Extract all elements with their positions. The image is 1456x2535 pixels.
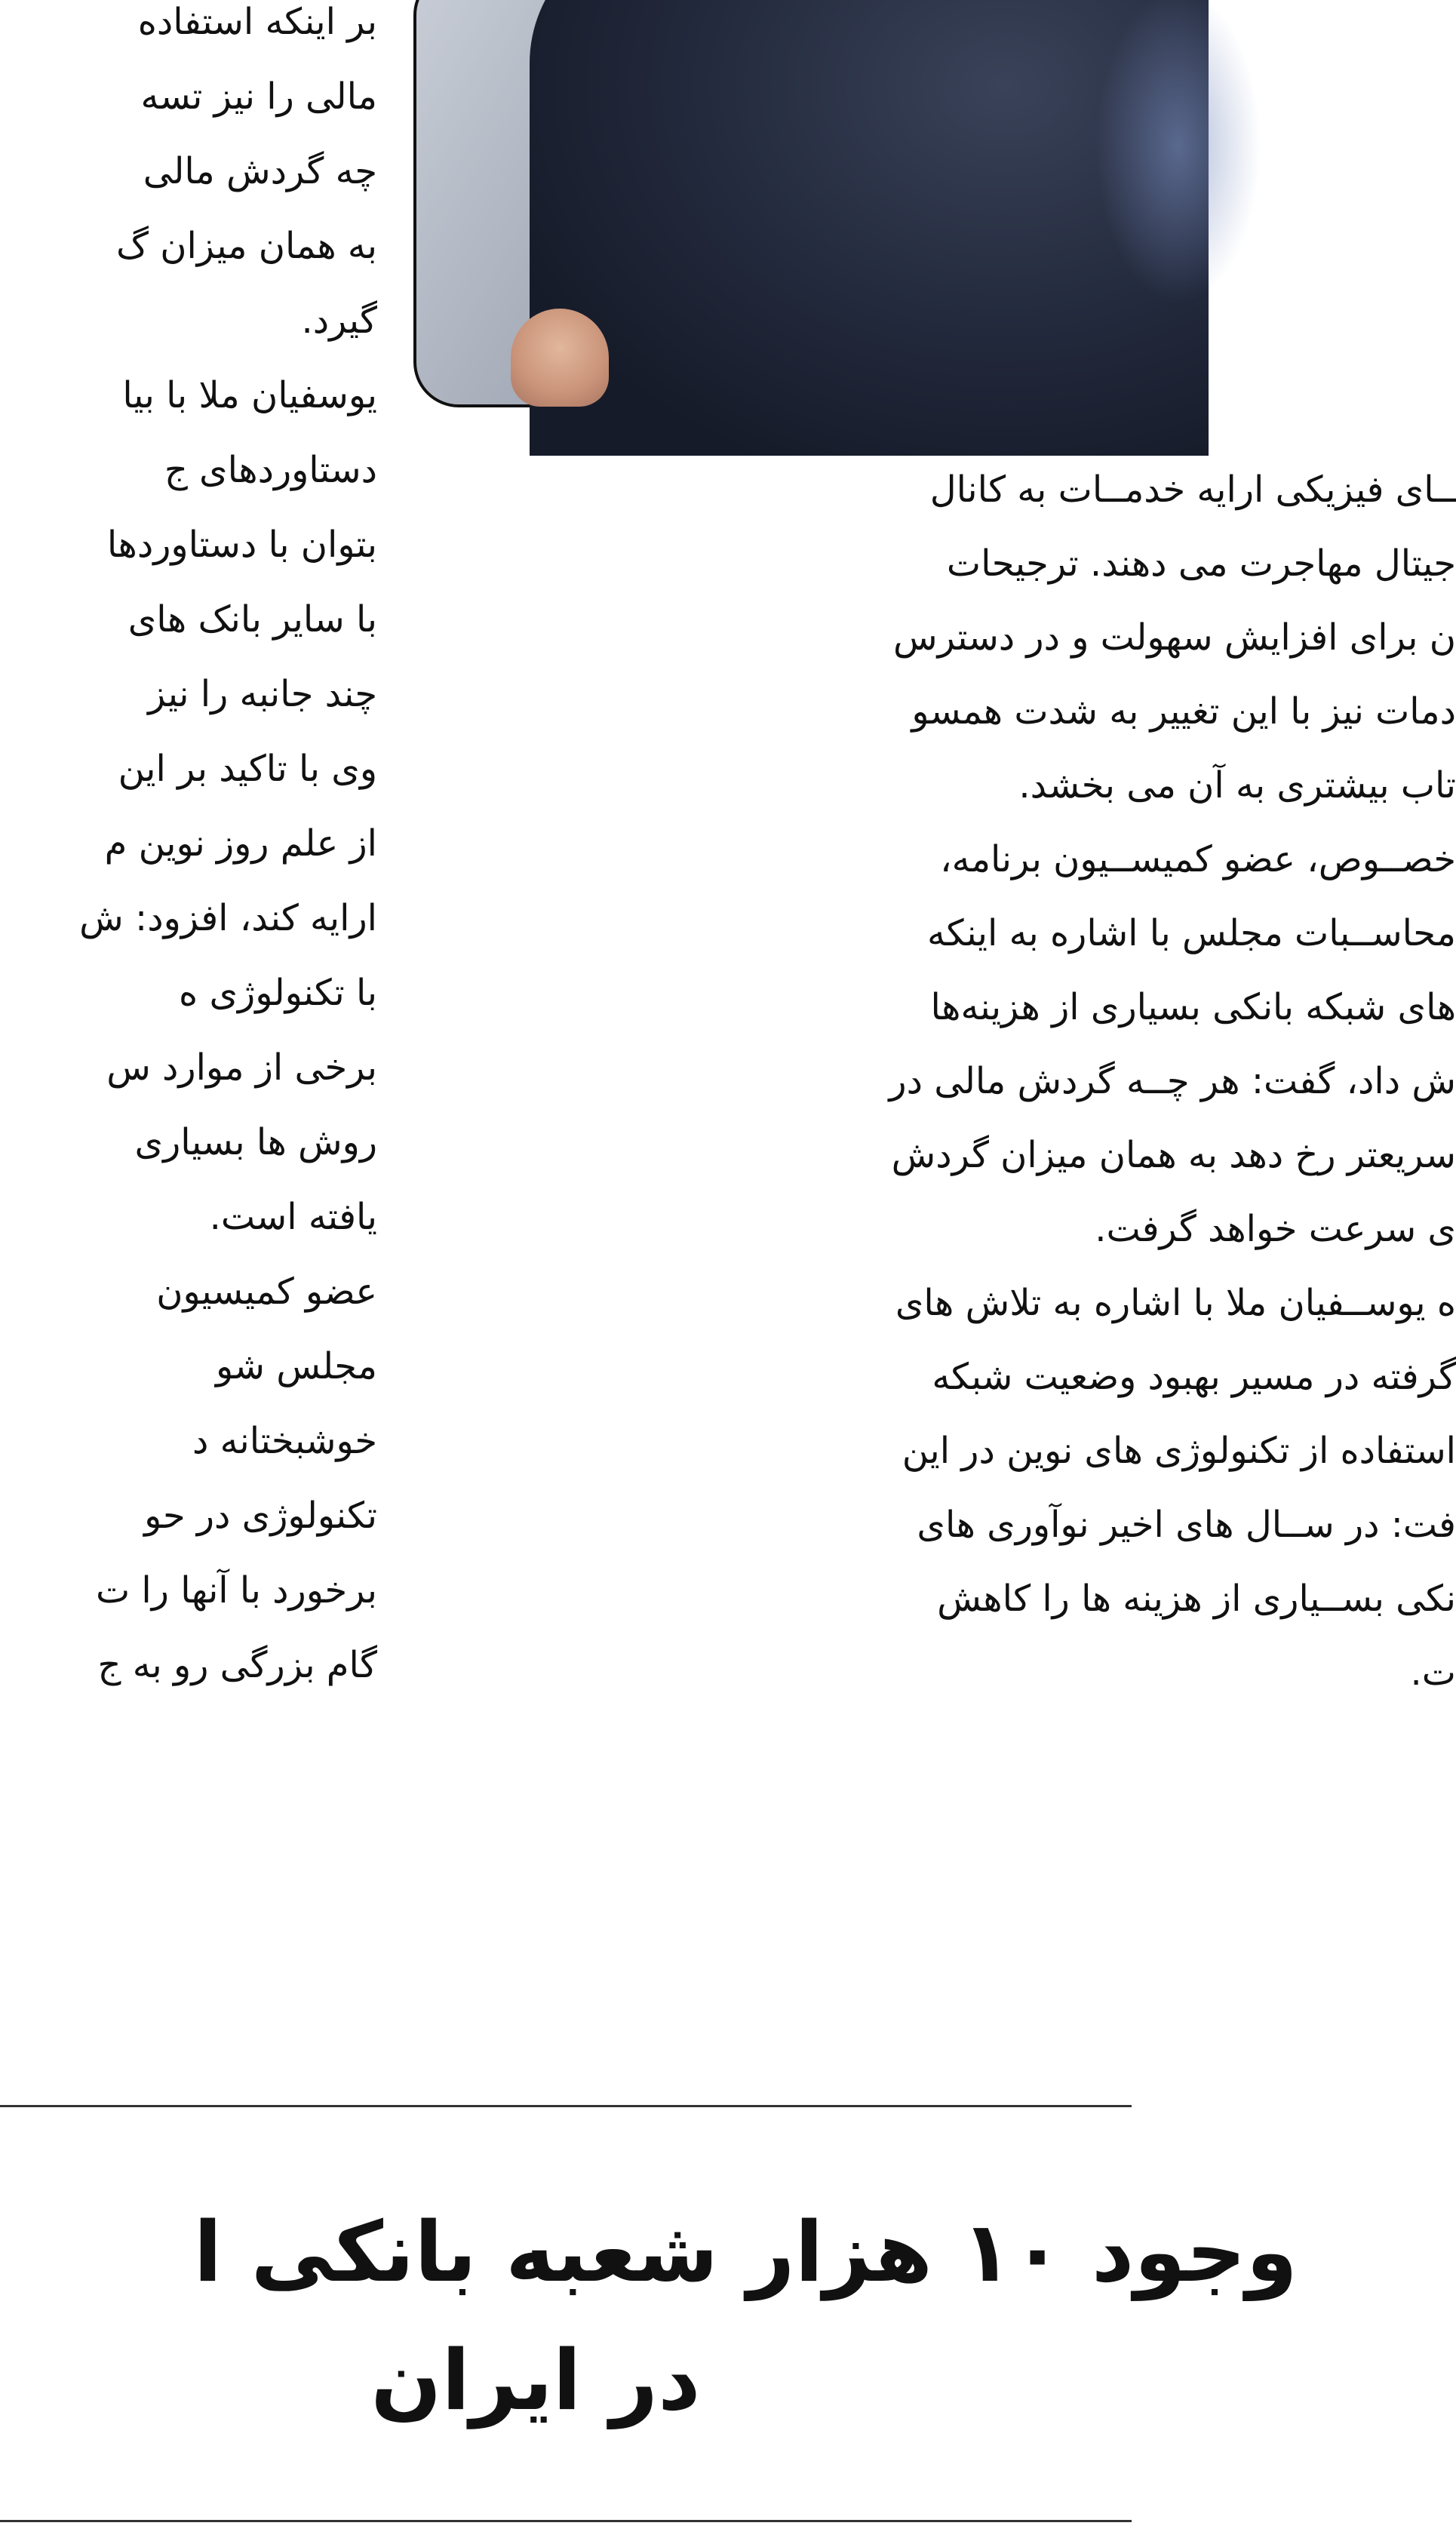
right-column-line: گرفته در مسیر بهبود وضعیت شبکه [932, 1356, 1456, 1398]
right-column-line: استفاده از تکنولوژی های نوین در این [902, 1430, 1456, 1472]
left-column-line: روش ها بسیاری [134, 1121, 377, 1163]
left-column-line: چند جانبه را نیز [148, 673, 377, 715]
left-column-line: عضو کمیسیون [156, 1271, 377, 1313]
right-column-line: ــای فیزیکی ارایه خدمــات به کانال [929, 469, 1456, 511]
headline-line-2: در ایران [370, 2332, 701, 2429]
left-column-line: تکنولوژی در حو [144, 1495, 377, 1537]
left-column-line: چه گردش مالی [143, 150, 377, 192]
left-column-line: یوسفیان ملا با بیا [122, 374, 377, 416]
photo-glow [1095, 0, 1261, 305]
section-divider-top [0, 2105, 1132, 2107]
section-divider-bottom [0, 2520, 1132, 2522]
right-column-line: ی سرعت خواهد گرفت. [1095, 1208, 1456, 1250]
left-column-line: مجلس شو [215, 1345, 377, 1387]
left-column-line: به همان میزان گ [115, 225, 377, 267]
right-column-line: سریعتر رخ دهد به همان میزان گردش [891, 1134, 1456, 1176]
right-column-line: نکی بســیاری از هزینه ها را کاهش [937, 1578, 1456, 1620]
left-column-line: ارایه کند، افزود: ش [79, 897, 377, 939]
article-photo [413, 0, 1174, 407]
left-column-line: با تکنولوژی ه [179, 972, 377, 1014]
left-column-line: برخورد با آنها را ت [95, 1569, 377, 1612]
right-column-line: های شبکه بانکی بسیاری از هزینه‌ها [930, 986, 1456, 1028]
right-column-line: ن برای افزایش سهولت و در دسترس [893, 616, 1456, 659]
left-column-line: دستاوردهای ج [164, 449, 377, 491]
right-column-line: محاســبات مجلس با اشاره به اینکه [926, 912, 1456, 954]
left-column-line: وی با تاکید بر این [118, 748, 377, 790]
right-column-line: ه یوســفیان ملا با اشاره به تلاش های [895, 1282, 1456, 1324]
left-column-line: بتوان با دستاوردها [106, 524, 377, 566]
headline-line-1: وجود ۱۰ هزار شعبه بانکی ا [193, 2204, 1298, 2300]
right-column-line: خصــوص، عضو کمیســیون برنامه، [940, 838, 1456, 880]
left-article-column [0, 0, 377, 2112]
left-column-line: مالی را نیز تسه [140, 75, 377, 118]
left-column-line: یافته است. [209, 1196, 377, 1238]
left-column-line: بر اینکه استفاده [137, 1, 377, 43]
right-column-line: دمات نیز با این تغییر به شدت همسو [911, 690, 1456, 733]
left-column-line: گام بزرگی رو به ج [97, 1644, 377, 1686]
right-column-line: جیتال مهاجرت می دهند. ترجیحات [946, 542, 1456, 585]
article-headline [0, 2158, 1298, 2490]
left-column-line: برخی از موارد س [106, 1046, 377, 1089]
right-column-line: فت: در ســال های اخیر نوآوری های [917, 1504, 1456, 1546]
left-column-line: خوشبختانه د [192, 1420, 377, 1462]
photo-hand [511, 309, 609, 407]
right-column-line: تاب بیشتری به آن می بخشد. [1018, 764, 1456, 807]
right-article-column [419, 453, 1456, 2075]
right-column-line: ت. [1410, 1652, 1456, 1694]
left-column-line: با سایر بانک های [127, 598, 377, 641]
right-column-line: ش داد، گفت: هر چــه گردش مالی در [889, 1060, 1456, 1102]
left-column-line: از علم روز نوین م [104, 822, 377, 865]
left-column-line: گیرد. [301, 300, 377, 342]
